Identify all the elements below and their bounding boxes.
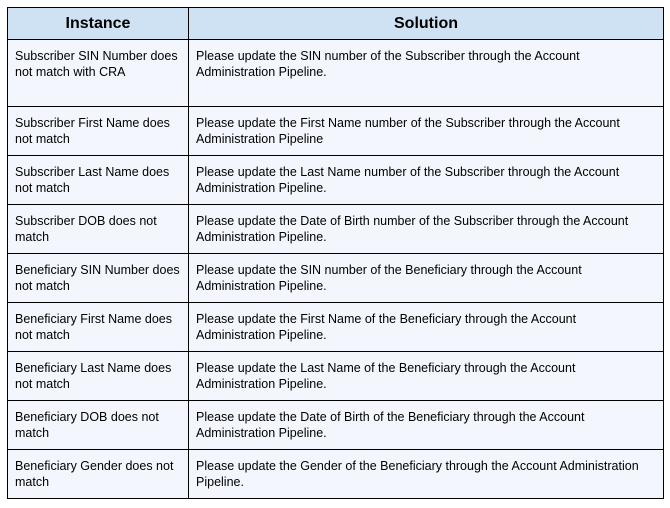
solution-cell: Please update the Gender of the Beneficiary through the Account Administration Pipeline. bbox=[189, 450, 664, 499]
instance-cell: Beneficiary DOB does not match bbox=[8, 401, 189, 450]
table-row bbox=[8, 205, 664, 254]
instance-cell: Subscriber SIN Number does not match with CRA bbox=[8, 40, 189, 107]
solution-cell: Please update the Date of Birth number of the Subscriber through the Account Administration Pipeline. bbox=[189, 205, 664, 254]
solution-cell: Please update the First Name number of the Subscriber through the Account Administration Pipeline bbox=[189, 107, 664, 156]
solution-cell: Please update the SIN number of the Subscriber through the Account Administration Pipeline. bbox=[189, 40, 664, 107]
instance-solution-table bbox=[7, 7, 664, 499]
instance-cell: Beneficiary SIN Number does not match bbox=[8, 254, 189, 303]
table-row bbox=[8, 401, 664, 450]
table-row bbox=[8, 254, 664, 303]
solution-cell: Please update the First Name of the Beneficiary through the Account Administration Pipeline. bbox=[189, 303, 664, 352]
table-row bbox=[8, 40, 664, 107]
instance-cell: Subscriber First Name does not match bbox=[8, 107, 189, 156]
instance-cell: Beneficiary First Name does not match bbox=[8, 303, 189, 352]
table-row bbox=[8, 156, 664, 205]
instance-cell: Beneficiary Gender does not match bbox=[8, 450, 189, 499]
table-row bbox=[8, 107, 664, 156]
solution-cell: Please update the SIN number of the Beneficiary through the Account Administration Pipeline. bbox=[189, 254, 664, 303]
solution-cell: Please update the Last Name number of the Subscriber through the Account Administration Pipeline. bbox=[189, 156, 664, 205]
header-instance: Instance bbox=[8, 8, 189, 40]
table-header-row bbox=[8, 8, 664, 40]
instance-cell: Subscriber DOB does not match bbox=[8, 205, 189, 254]
header-solution: Solution bbox=[189, 8, 664, 40]
table-row bbox=[8, 450, 664, 499]
solution-cell: Please update the Date of Birth of the Beneficiary through the Account Administration Pipeline. bbox=[189, 401, 664, 450]
instance-cell: Subscriber Last Name does not match bbox=[8, 156, 189, 205]
instance-cell: Beneficiary Last Name does not match bbox=[8, 352, 189, 401]
instance-solution-table-container bbox=[7, 7, 664, 499]
table-row bbox=[8, 303, 664, 352]
table-row bbox=[8, 352, 664, 401]
solution-cell: Please update the Last Name of the Beneficiary through the Account Administration Pipeline. bbox=[189, 352, 664, 401]
